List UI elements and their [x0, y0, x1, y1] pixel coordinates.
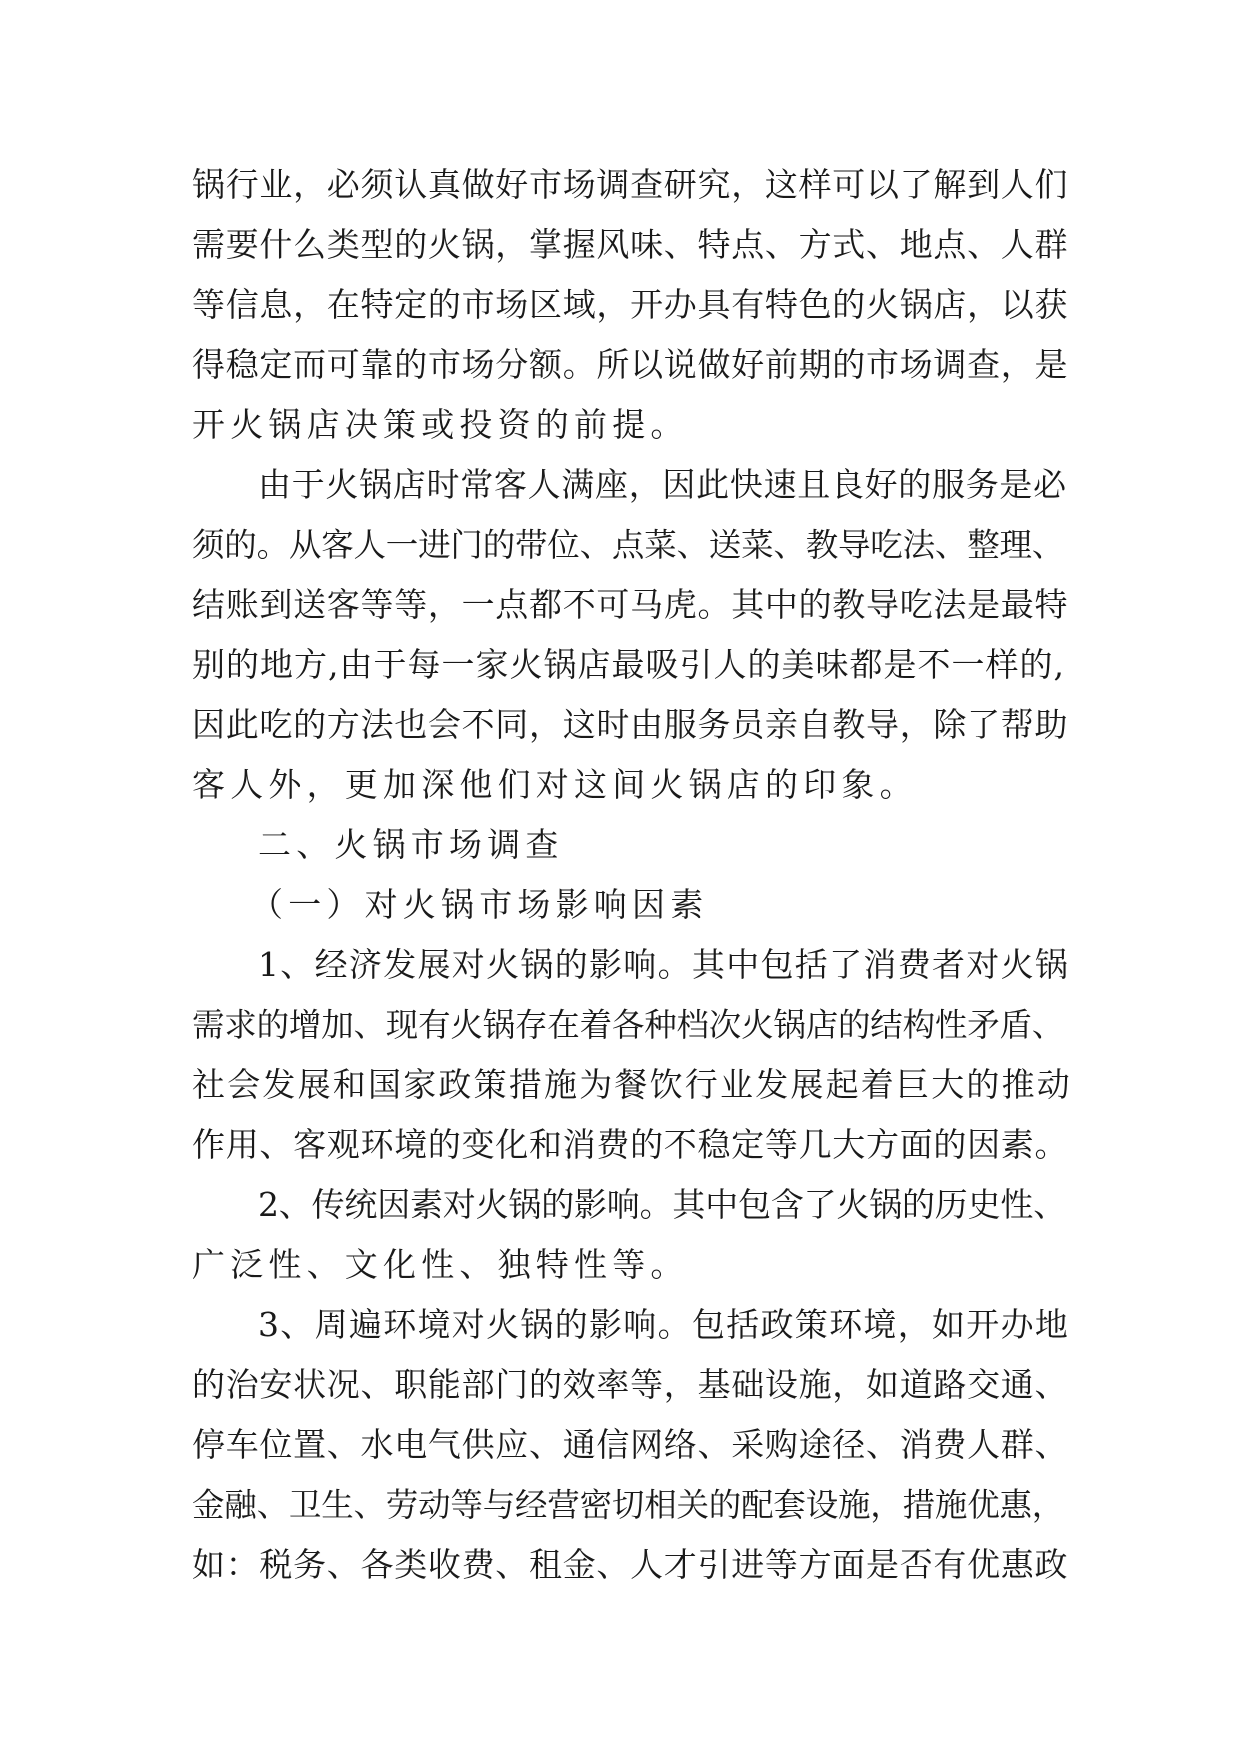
text-line: 停车位置、水电气供应、通信网络、采购途径、消费人群、: [192, 1425, 1069, 1464]
text-line: 须的。从客人一进门的带位、点菜、送菜、教导吃法、整理、: [192, 526, 1065, 564]
text-line: 需求的增加、现有火锅存在着各种档次火锅店的结构性矛盾、: [192, 1006, 1065, 1044]
text-line: 如：税务、各类收费、租金、人才引进等方面是否有优惠政: [192, 1545, 1069, 1584]
text-line: 得稳定而可靠的市场分额。所以说做好前期的市场调查，是: [192, 345, 1069, 384]
paragraph-first-line: 1、经济发展对火锅的影响。其中包括了消费者对火锅: [258, 945, 1070, 984]
text-line: 开火锅店决策或投资的前提。: [192, 405, 689, 444]
text-line: 等信息，在特定的市场区域，开办具有特色的火锅店，以获: [192, 285, 1069, 324]
text-line: 作用、客观环境的变化和消费的不稳定等几大方面的因素。: [192, 1125, 1069, 1164]
text-line: 金融、卫生、劳动等与经营密切相关的配套设施，措施优惠，: [192, 1486, 1065, 1524]
text-line: 结账到送客等等，一点都不可马虎。其中的教导吃法是最特: [192, 585, 1069, 624]
text-line: 别的地方,由于每一家火锅店最吸引人的美味都是不一样的,: [192, 645, 1065, 684]
text-line: 锅行业，必须认真做好市场调查研究，这样可以了解到人们: [192, 165, 1069, 204]
text-line: 因此吃的方法也会不同，这时由服务员亲自教导，除了帮助: [192, 705, 1069, 744]
text-line: 社会发展和国家政策措施为餐饮行业发展起着巨大的推动: [192, 1065, 1072, 1104]
text-line: 客人外，更加深他们对这间火锅店的印象。: [192, 765, 918, 804]
text-line: 广泛性、文化性、独特性等。: [192, 1245, 689, 1284]
text-line: 需要什么类型的火锅，掌握风味、特点、方式、地点、人群: [192, 225, 1069, 264]
paragraph-first-line: 2、传统因素对火锅的影响。其中包含了火锅的历史性、: [258, 1185, 1066, 1224]
paragraph-first-line: 3、周遍环境对火锅的影响。包括政策环境，如开办地: [258, 1305, 1070, 1344]
subsection-heading: （一）对火锅市场影响因素: [250, 885, 709, 924]
paragraph-first-line: 由于火锅店时常客人满座，因此快速且良好的服务是必: [258, 465, 1067, 504]
section-heading: 二、火锅市场调查: [258, 825, 564, 864]
text-line: 的治安状况、职能部门的效率等，基础设施，如道路交通、: [192, 1365, 1069, 1404]
